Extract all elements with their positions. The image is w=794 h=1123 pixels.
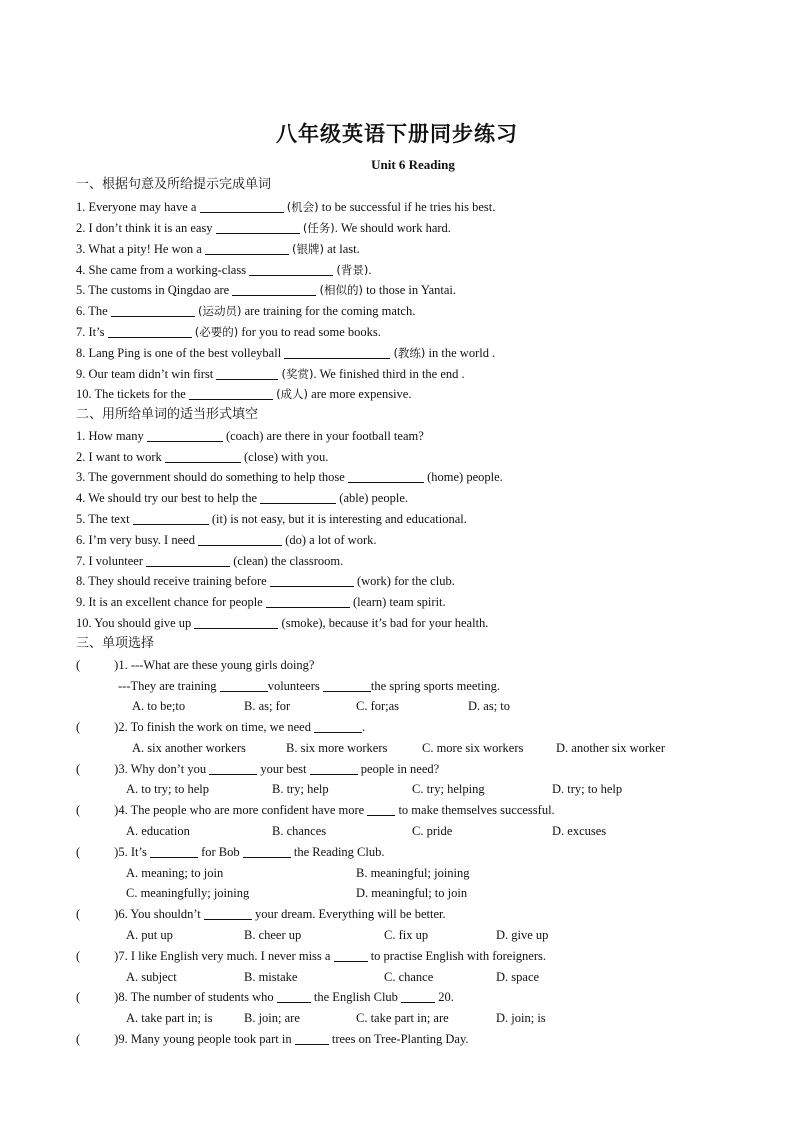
answer-blank[interactable] — [295, 1031, 329, 1045]
answer-blank[interactable] — [216, 366, 278, 380]
answer-paren[interactable]: ( ) — [76, 720, 119, 734]
answer-blank[interactable] — [270, 573, 354, 587]
answer-blank[interactable] — [200, 199, 284, 213]
option-c[interactable]: C. for;as — [356, 699, 400, 713]
answer-blank[interactable] — [277, 989, 311, 1003]
s2-item-3: 3. The government should do something to help those (home) people. — [76, 470, 503, 484]
answer-paren[interactable]: ( ) — [76, 990, 119, 1004]
answer-blank[interactable] — [150, 844, 198, 858]
answer-blank[interactable] — [367, 802, 395, 816]
option-d[interactable]: D. join; is — [496, 1011, 546, 1025]
option-d[interactable]: D. another six worker — [556, 741, 665, 755]
option-a[interactable]: A. take part in; is — [126, 1011, 213, 1025]
mc-question-4: ( )4. The people who are more confident have more to make themselves successful. — [76, 803, 555, 817]
answer-paren[interactable]: ( ) — [76, 949, 119, 963]
option-a[interactable]: A. to try; to help — [126, 782, 209, 796]
answer-blank[interactable] — [260, 490, 336, 504]
mc-question-2: ( )2. To finish the work on time, we need . — [76, 720, 366, 734]
answer-blank[interactable] — [189, 386, 273, 400]
answer-blank[interactable] — [198, 532, 282, 546]
answer-blank[interactable] — [266, 594, 350, 608]
answer-blank[interactable] — [147, 428, 223, 442]
answer-paren[interactable]: ( ) — [76, 845, 119, 859]
option-c[interactable]: C. chance — [384, 970, 434, 984]
s1-item-10: 10. The tickets for the (成人) are more expensive. — [76, 387, 412, 401]
section-heading-1: 一、根据句意及所给提示完成单词 — [76, 177, 272, 192]
s1-item-4: 4. She came from a working-class (背景). — [76, 263, 372, 277]
mc-question-1-line2: ---They are training volunteers the spring sports meeting. — [118, 679, 501, 693]
option-b[interactable]: B. mistake — [244, 970, 298, 984]
answer-paren[interactable]: ( ) — [76, 1032, 119, 1046]
option-c[interactable]: C. pride — [412, 824, 453, 838]
s2-item-8: 8. They should receive training before (work) for the club. — [76, 574, 455, 588]
mc-question-3: ( )3. Why don’t you your best people in need? — [76, 762, 440, 776]
option-a[interactable]: A. to be;to — [132, 699, 186, 713]
answer-blank[interactable] — [194, 615, 278, 629]
mc-options-3 — [0, 779, 794, 799]
answer-blank[interactable] — [204, 906, 252, 920]
s2-item-4: 4. We should try our best to help the (able) people. — [76, 491, 408, 505]
answer-blank[interactable] — [146, 553, 230, 567]
s1-item-7: 7. It’s (必要的) for you to read some books. — [76, 325, 381, 339]
option-a[interactable]: A. meaning; to join — [126, 866, 224, 880]
answer-blank[interactable] — [323, 678, 371, 692]
answer-blank[interactable] — [401, 989, 435, 1003]
mc-question-7: ( )7. I like English very much. I never miss a to practise English with foreigners. — [76, 949, 547, 963]
option-b[interactable]: B. cheer up — [244, 928, 302, 942]
option-d[interactable]: D. space — [496, 970, 540, 984]
answer-blank[interactable] — [232, 282, 316, 296]
answer-blank[interactable] — [205, 241, 289, 255]
s2-item-2: 2. I want to work (close) with you. — [76, 450, 329, 464]
s2-item-7: 7. I volunteer (clean) the classroom. — [76, 554, 344, 568]
mc-options-6 — [0, 925, 794, 945]
option-b[interactable]: B. try; help — [272, 782, 329, 796]
s2-item-6: 6. I’m very busy. I need (do) a lot of work. — [76, 533, 377, 547]
mc-question-8: ( )8. The number of students who the English Club 20. — [76, 990, 454, 1004]
s1-item-8: 8. Lang Ping is one of the best volleyball (教练) in the world . — [76, 346, 496, 360]
mc-options-4 — [0, 821, 794, 841]
option-d[interactable]: D. meaningful; to join — [356, 886, 468, 900]
answer-blank[interactable] — [249, 262, 333, 276]
option-a[interactable]: A. put up — [126, 928, 173, 942]
answer-paren[interactable]: ( ) — [76, 803, 119, 817]
s1-item-9: 9. Our team didn’t win first (奖赏). We finished third in the end . — [76, 367, 465, 381]
section-heading-3: 三、单项选择 — [76, 636, 155, 651]
mc-question-5: ( )5. It’s for Bob the Reading Club. — [76, 845, 385, 859]
mc-options-1 — [0, 696, 794, 716]
option-b[interactable]: B. chances — [272, 824, 327, 838]
option-b[interactable]: B. join; are — [244, 1011, 300, 1025]
s1-item-3: 3. What a pity! He won a (银牌) at last. — [76, 242, 360, 256]
option-c[interactable]: C. more six workers — [422, 741, 524, 755]
option-d[interactable]: D. try; to help — [552, 782, 623, 796]
option-d[interactable]: D. excuses — [552, 824, 607, 838]
option-d[interactable]: D. give up — [496, 928, 549, 942]
answer-blank[interactable] — [348, 469, 424, 483]
mc-options-5b — [0, 883, 794, 903]
s1-item-6: 6. The (运动员) are training for the coming match. — [76, 304, 416, 318]
option-c[interactable]: C. try; helping — [412, 782, 485, 796]
mc-question-9: ( )9. Many young people took part in trees on Tree-Planting Day. — [76, 1032, 469, 1046]
answer-paren[interactable]: ( ) — [76, 907, 119, 921]
answer-blank[interactable] — [243, 844, 291, 858]
s1-item-2: 2. I don’t think it is an easy (任务). We should work hard. — [76, 221, 451, 235]
answer-blank[interactable] — [220, 678, 268, 692]
option-b[interactable]: B. six more workers — [286, 741, 388, 755]
s1-item-1: 1. Everyone may have a (机会) to be successful if he tries his best. — [76, 200, 496, 214]
answer-paren[interactable]: ( ) — [76, 762, 119, 776]
option-b[interactable]: B. meaningful; joining — [356, 866, 470, 880]
option-a[interactable]: A. subject — [126, 970, 177, 984]
option-a[interactable]: A. education — [126, 824, 190, 838]
option-a[interactable]: A. six another workers — [132, 741, 246, 755]
option-b[interactable]: B. as; for — [244, 699, 291, 713]
page-title: 八年级英语下册同步练习 — [276, 121, 518, 146]
mc-options-8 — [0, 1008, 794, 1028]
answer-blank[interactable] — [108, 324, 192, 338]
option-d[interactable]: D. as; to — [468, 699, 511, 713]
s1-item-5: 5. The customs in Qingdao are (相似的) to those in Yantai. — [76, 283, 457, 297]
s2-item-10: 10. You should give up (smoke), because it’s bad for your health. — [76, 616, 489, 630]
answer-blank[interactable] — [111, 303, 195, 317]
s2-item-9: 9. It is an excellent chance for people (learn) team spirit. — [76, 595, 446, 609]
answer-blank[interactable] — [209, 761, 257, 775]
option-c[interactable]: C. meaningfully; joining — [126, 886, 250, 900]
answer-blank[interactable] — [310, 761, 358, 775]
answer-blank[interactable] — [133, 511, 209, 525]
answer-blank[interactable] — [314, 719, 362, 733]
answer-paren[interactable]: ( ) — [76, 658, 119, 672]
page-subtitle: Unit 6 Reading — [371, 157, 455, 172]
mc-options-7 — [0, 967, 794, 987]
option-c[interactable]: C. take part in; are — [356, 1011, 449, 1025]
answer-blank[interactable] — [216, 220, 300, 234]
mc-options-5a — [0, 863, 794, 883]
answer-blank[interactable] — [284, 345, 390, 359]
answer-blank[interactable] — [165, 449, 241, 463]
mc-question-6: ( )6. You shouldn’t your dream. Everything will be better. — [76, 907, 446, 921]
answer-blank[interactable] — [334, 948, 368, 962]
s2-item-1: 1. How many (coach) are there in your football team? — [76, 429, 424, 443]
mc-options-2 — [0, 738, 794, 758]
s2-item-5: 5. The text (it) is not easy, but it is interesting and educational. — [76, 512, 467, 526]
mc-question-1: ( )1. ---What are these young girls doing? — [76, 658, 315, 672]
section-heading-2: 二、用所给单词的适当形式填空 — [76, 407, 259, 422]
option-c[interactable]: C. fix up — [384, 928, 429, 942]
